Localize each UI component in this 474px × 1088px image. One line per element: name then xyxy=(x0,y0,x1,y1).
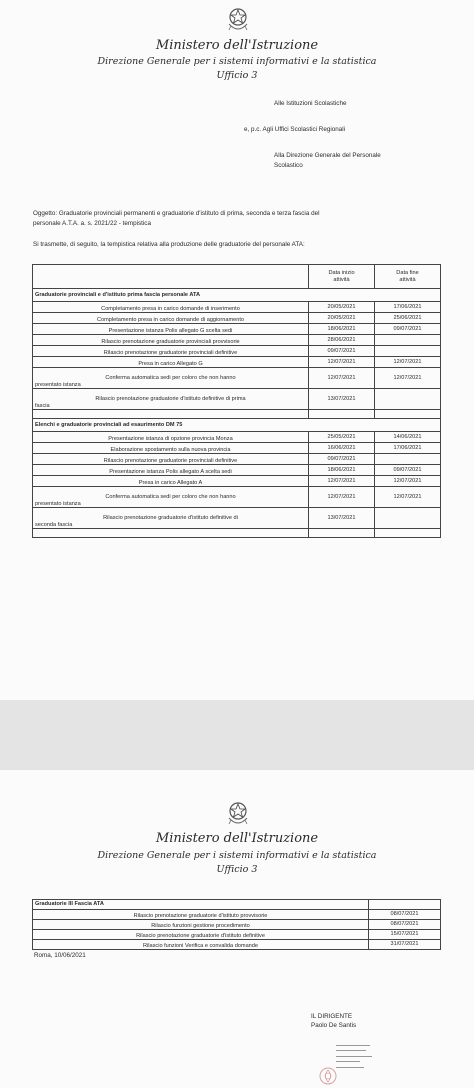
start-date-cell: 16/06/2021 xyxy=(309,443,375,454)
table-header-row xyxy=(33,265,441,289)
activity-text: Presa in carico Allegato A xyxy=(138,479,203,486)
header-start-date xyxy=(309,265,375,289)
activity-text: Rilascio prenotazione graduatorie d'istituto definitive di prima xyxy=(95,396,246,403)
activity-text: Presentazione istanza di opzione provincia Monza xyxy=(108,435,233,442)
activity-text: Conferma automatica sedi per coloro che non hanno xyxy=(105,494,236,501)
table2-title-row xyxy=(33,900,441,910)
activity-cell xyxy=(33,346,309,357)
activity-cell: Rilascio funzioni gestione procedimento xyxy=(33,920,369,930)
header-blank-cell xyxy=(33,265,309,289)
ministry-title: Ministero dell'Istruzione xyxy=(155,38,319,53)
document-page-2 xyxy=(0,770,474,1088)
start-date-cell: 13/07/2021 xyxy=(309,389,375,410)
header-start-date-line: Data inizio xyxy=(328,270,355,277)
directorate-name-p2: Direzione Generale per i sistemi informativi e la statistica xyxy=(97,850,377,861)
table-row xyxy=(33,454,441,465)
table2-row xyxy=(33,910,441,920)
signatory-name: Paolo De Santis xyxy=(311,1022,357,1029)
end-date-cell xyxy=(375,454,441,465)
start-date-cell: 09/07/2021 xyxy=(309,346,375,357)
table-row xyxy=(33,476,441,487)
table-row xyxy=(33,443,441,454)
place-date: Roma, 10/06/2021 xyxy=(34,952,86,959)
table-row xyxy=(33,357,441,368)
start-date-cell: 20/05/2021 xyxy=(309,302,375,313)
addressee-directorate-cont: Scolastico xyxy=(274,162,303,169)
date-cell: 15/07/2021 xyxy=(369,930,441,940)
activity-cell xyxy=(33,302,309,313)
digital-signature-stamp xyxy=(336,1041,396,1068)
table2-title: Graduatorie III Fascia ATA xyxy=(33,900,369,910)
addressee-directorate: Alla Direzione Generale del Personale xyxy=(274,152,381,159)
date-cell: 31/07/2021 xyxy=(369,940,441,950)
end-date-cell: 12/07/2021 xyxy=(375,487,441,508)
activity-text: Presa in carico Allegato G xyxy=(138,360,203,367)
end-date-cell xyxy=(375,389,441,410)
blank-cell xyxy=(309,529,375,538)
republic-emblem-icon xyxy=(225,798,251,828)
activity-cell: Rilascio prenotazione graduatorie d'istituto provvisorie xyxy=(33,910,369,920)
end-date-cell: 14/06/2021 xyxy=(375,432,441,443)
activity-cell xyxy=(33,324,309,335)
activity-cell xyxy=(33,454,309,465)
activity-text: seconda fascia xyxy=(35,521,73,528)
office-name-p2: Ufficio 3 xyxy=(216,864,258,875)
table-row xyxy=(33,346,441,357)
start-date-cell: 09/07/2021 xyxy=(309,454,375,465)
activity-text: Rilascio prenotazione graduatorie provinciali definitive xyxy=(103,457,238,464)
header-end-date-line: Data fine xyxy=(396,270,419,277)
date-cell: 08/07/2021 xyxy=(369,910,441,920)
start-date-cell: 12/07/2021 xyxy=(309,368,375,389)
start-date-cell: 25/05/2021 xyxy=(309,432,375,443)
table2-row xyxy=(33,940,441,950)
activity-cell xyxy=(33,508,309,529)
section-header-row xyxy=(33,289,441,302)
start-date-cell: 20/05/2021 xyxy=(309,313,375,324)
header-start-date-line: attività xyxy=(333,276,350,283)
activity-cell xyxy=(33,443,309,454)
header-end-date-line: attività xyxy=(399,276,416,283)
subject-line-1: Oggetto: Graduatorie provinciali permanenti e graduatorie d'istituto di prima, seconda e terza fascia del xyxy=(33,210,320,217)
table-row xyxy=(33,302,441,313)
end-date-cell: 12/07/2021 xyxy=(375,357,441,368)
activity-text: presentato istanza xyxy=(35,381,81,388)
activity-cell xyxy=(33,389,309,410)
activity-text: Presentazione istanza Polis allegato A scelta sedi xyxy=(109,468,232,475)
ministry-title-p2: Ministero dell'Istruzione xyxy=(155,831,319,846)
end-date-cell xyxy=(375,508,441,529)
end-date-cell: 09/07/2021 xyxy=(375,324,441,335)
table2-row xyxy=(33,930,441,940)
table-row xyxy=(33,508,441,529)
intro-text: Si trasmette, di seguito, la tempistica relativa alla produzione delle graduatorie del personale ATA: xyxy=(33,241,305,248)
table-row xyxy=(33,313,441,324)
start-date-cell: 28/06/2021 xyxy=(309,335,375,346)
start-date-cell: 12/07/2021 xyxy=(309,357,375,368)
rose-watermark-icon xyxy=(318,1066,338,1086)
activity-cell xyxy=(33,432,309,443)
date-cell: 08/07/2021 xyxy=(369,920,441,930)
activity-text: Completamento presa in carico domande di inserimento xyxy=(101,305,240,312)
activity-text: Rilascio prenotazione graduatorie provinciali definitive xyxy=(103,349,238,356)
start-date-cell: 18/06/2021 xyxy=(309,324,375,335)
end-date-cell: 12/07/2021 xyxy=(375,476,441,487)
table2-row xyxy=(33,920,441,930)
republic-emblem-icon xyxy=(225,4,251,34)
directorate-name: Direzione Generale per i sistemi informativi e la statistica xyxy=(97,56,377,67)
end-date-cell: 12/07/2021 xyxy=(375,368,441,389)
office-name: Ufficio 3 xyxy=(216,70,258,81)
start-date-cell: 12/07/2021 xyxy=(309,487,375,508)
activity-cell: Rilascio prenotazione graduatorie d'istituto definitive xyxy=(33,930,369,940)
end-date-cell xyxy=(375,346,441,357)
table-row xyxy=(33,432,441,443)
activity-text: presentato istanza xyxy=(35,500,81,507)
end-date-cell: 25/06/2021 xyxy=(375,313,441,324)
table-row xyxy=(33,324,441,335)
addressee-regional-offices: e, p.c. Agli Uffici Scolastici Regionali xyxy=(244,126,346,133)
activity-cell xyxy=(33,487,309,508)
start-date-cell: 12/07/2021 xyxy=(309,476,375,487)
activity-text: Elaborazione spostamento sulla nuova provincia xyxy=(110,446,231,453)
addressee-schools: Alle Istituzioni Scolastiche xyxy=(274,100,347,107)
table-row xyxy=(33,389,441,410)
section-title: Elenchi e graduatorie provinciali ad esaurimento DM 75 xyxy=(33,419,441,432)
end-date-cell: 09/07/2021 xyxy=(375,465,441,476)
activity-text: Rilascio prenotazione graduatorie d'istituto definitive di xyxy=(103,515,238,522)
table-row xyxy=(33,465,441,476)
activity-cell xyxy=(33,357,309,368)
end-date-cell: 17/06/2021 xyxy=(375,302,441,313)
activity-cell xyxy=(33,476,309,487)
end-date-cell xyxy=(375,335,441,346)
activity-cell xyxy=(33,335,309,346)
blank-cell xyxy=(375,410,441,419)
subject-line-2: personale A.T.A. a. s. 2021/22 - tempistica xyxy=(33,220,151,227)
section-header-row xyxy=(33,419,441,432)
activity-cell xyxy=(33,313,309,324)
blank-cell xyxy=(33,410,309,419)
blank-cell xyxy=(375,529,441,538)
blank-cell xyxy=(309,410,375,419)
activity-text: Completamento presa in carico domande di aggiornamento xyxy=(96,316,245,323)
activity-cell xyxy=(33,368,309,389)
activity-cell xyxy=(33,465,309,476)
activity-text: Presentazione istanza Polis allegato G scelta sedi xyxy=(108,327,233,334)
activity-text: Conferma automatica sedi per coloro che non hanno xyxy=(105,375,236,382)
table-row xyxy=(33,335,441,346)
end-date-cell: 17/06/2021 xyxy=(375,443,441,454)
header-end-date xyxy=(375,265,441,289)
section-title: Graduatorie provinciali e d'istituto prima fascia personale ATA xyxy=(33,289,441,302)
table-row xyxy=(33,487,441,508)
signatory-role: IL DIRIGENTE xyxy=(311,1013,353,1020)
activity-text: fascia xyxy=(35,402,50,409)
blank-row xyxy=(33,529,441,538)
timeline-table xyxy=(32,264,441,538)
activity-cell: Rilascio funzioni Verifica e convalida domande xyxy=(33,940,369,950)
activity-text: Rilascio prenotazione graduatorie provinciali provvisorie xyxy=(101,338,240,345)
table-row xyxy=(33,368,441,389)
blank-row xyxy=(33,410,441,419)
start-date-cell: 18/06/2021 xyxy=(309,465,375,476)
blank-cell xyxy=(33,529,309,538)
start-date-cell: 13/07/2021 xyxy=(309,508,375,529)
blank-cell xyxy=(369,900,441,910)
third-tier-table xyxy=(32,899,441,950)
